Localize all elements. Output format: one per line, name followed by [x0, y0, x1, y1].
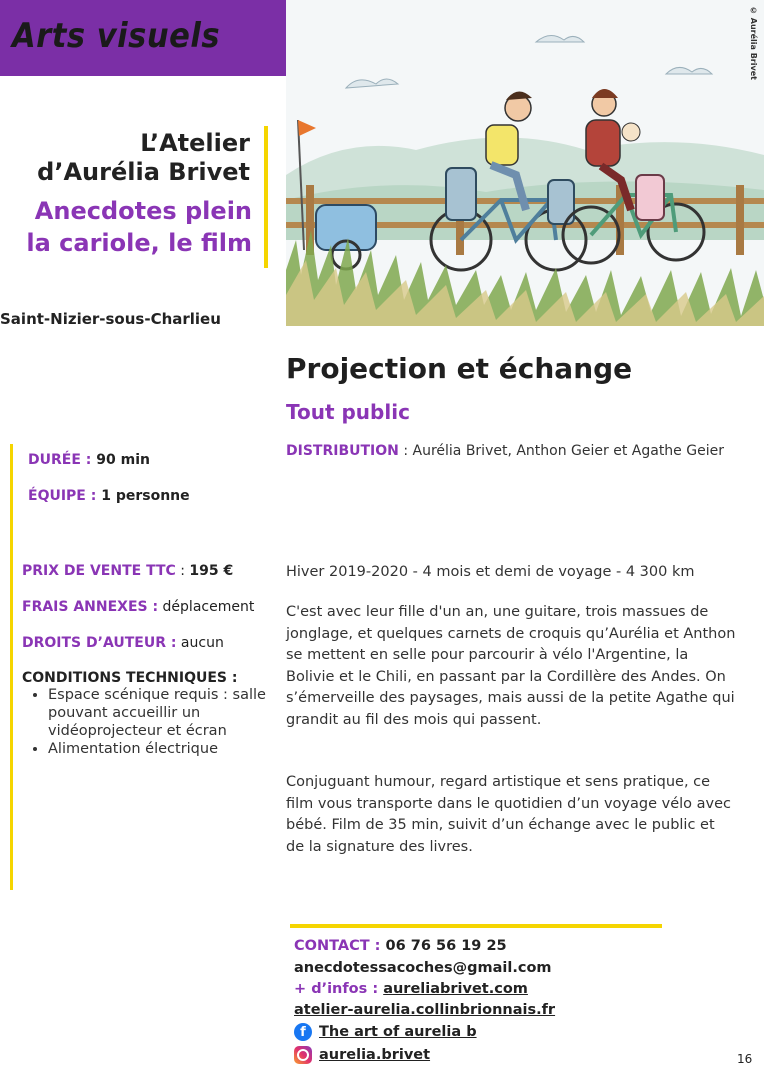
droits	[22, 635, 224, 651]
infos-label: + d’infos :	[294, 981, 379, 997]
list-item: • Espace scénique requis : salle pouvant accueillir un vidéoprojecteur et écran	[48, 686, 298, 740]
frais-value: déplacement	[158, 599, 255, 615]
prix-label: PRIX DE VENTE TTC	[22, 563, 176, 579]
frais	[22, 599, 254, 615]
body-paragraph-1: Hiver 2019-2020 - 4 mois et demi de voyage - 4 300 km	[286, 564, 695, 580]
conditions-label: CONDITIONS TECHNIQUES :	[22, 670, 238, 686]
body-paragraph-3: Conjuguant humour, regard artistique et sens pratique, ce film vous transporte dans le quotidien d’un voyage vélo avec bébé. Film de 35 min, suivit d’un échange avec le public et de la signature des livres.	[286, 774, 731, 855]
distribution	[286, 440, 726, 462]
title-line-2: d’Aurélia Brivet	[37, 158, 250, 186]
cycling-illustration	[286, 0, 764, 326]
equipe-label: ÉQUIPE :	[28, 488, 97, 504]
website2-link[interactable]: atelier-aurelia.collinbrionnais.fr	[294, 1002, 556, 1018]
image-credit: © Aurélia Brivet	[749, 6, 758, 80]
title-accent-bar	[264, 126, 268, 268]
duree-value: 90 min	[91, 452, 150, 468]
title-line-1: L’Atelier	[140, 129, 250, 157]
page-number: 16	[737, 1052, 753, 1066]
info-accent-bar	[10, 444, 13, 890]
prix	[22, 563, 233, 579]
show-heading: Projection et échange	[286, 352, 633, 385]
audience: Tout public	[286, 400, 410, 424]
subtitle-line-1: Anecdotes plein	[34, 197, 252, 225]
conditions-list	[22, 686, 298, 758]
cyclists-image	[286, 0, 764, 326]
prix-sep: :	[175, 563, 190, 579]
facebook-link[interactable]: The art of aurelia b	[319, 1024, 477, 1040]
email-link[interactable]: anecdotessacoches@gmail.com	[294, 960, 552, 976]
instagram-row	[294, 1046, 430, 1064]
duree-label: DURÉE :	[28, 452, 92, 468]
location: Saint-Nizier-sous-Charlieu	[0, 310, 221, 328]
contact-accent-bar	[290, 924, 662, 928]
prix-value: 195 €	[189, 563, 234, 579]
equipe	[28, 488, 190, 504]
facebook-icon: f	[294, 1023, 312, 1041]
list-item: • Alimentation électrique	[48, 740, 298, 758]
duree	[28, 452, 150, 468]
website-row	[294, 981, 528, 997]
facebook-row	[294, 1023, 477, 1041]
phone-number: 06 76 56 19 25	[380, 938, 507, 954]
body-paragraph-2: C'est avec leur fille d'un an, une guitare, trois massues de jonglage, et quelques carnets de croquis qu’Aurélia et Anthon se mettent en selle pour parcourir à vélo l'Argentine, la Bolivie et le Chili, en passant par la Cordillère des Andes. On s’émerveille des paysages, mais aussi de la petite Agathe qui grandit au fil des mois qui passent.	[286, 604, 736, 728]
droits-label: DROITS D’AUTEUR :	[22, 635, 177, 651]
distribution-value: : Aurélia Brivet, Anthon Geier et Agathe Geier	[398, 443, 724, 459]
contact-label: CONTACT :	[294, 938, 381, 954]
distribution-label: DISTRIBUTION	[286, 443, 399, 459]
instagram-icon	[294, 1046, 312, 1064]
frais-label: FRAIS ANNEXES :	[22, 599, 159, 615]
equipe-value: 1 personne	[96, 488, 190, 504]
section-title: Arts visuels	[12, 16, 221, 56]
instagram-link[interactable]: aurelia.brivet	[319, 1047, 431, 1063]
website-link[interactable]: aureliabrivet.com	[383, 981, 528, 997]
subtitle-line-2: la cariole, le film	[26, 229, 252, 257]
droits-value: aucun	[176, 635, 224, 651]
contact-phone	[294, 938, 507, 954]
